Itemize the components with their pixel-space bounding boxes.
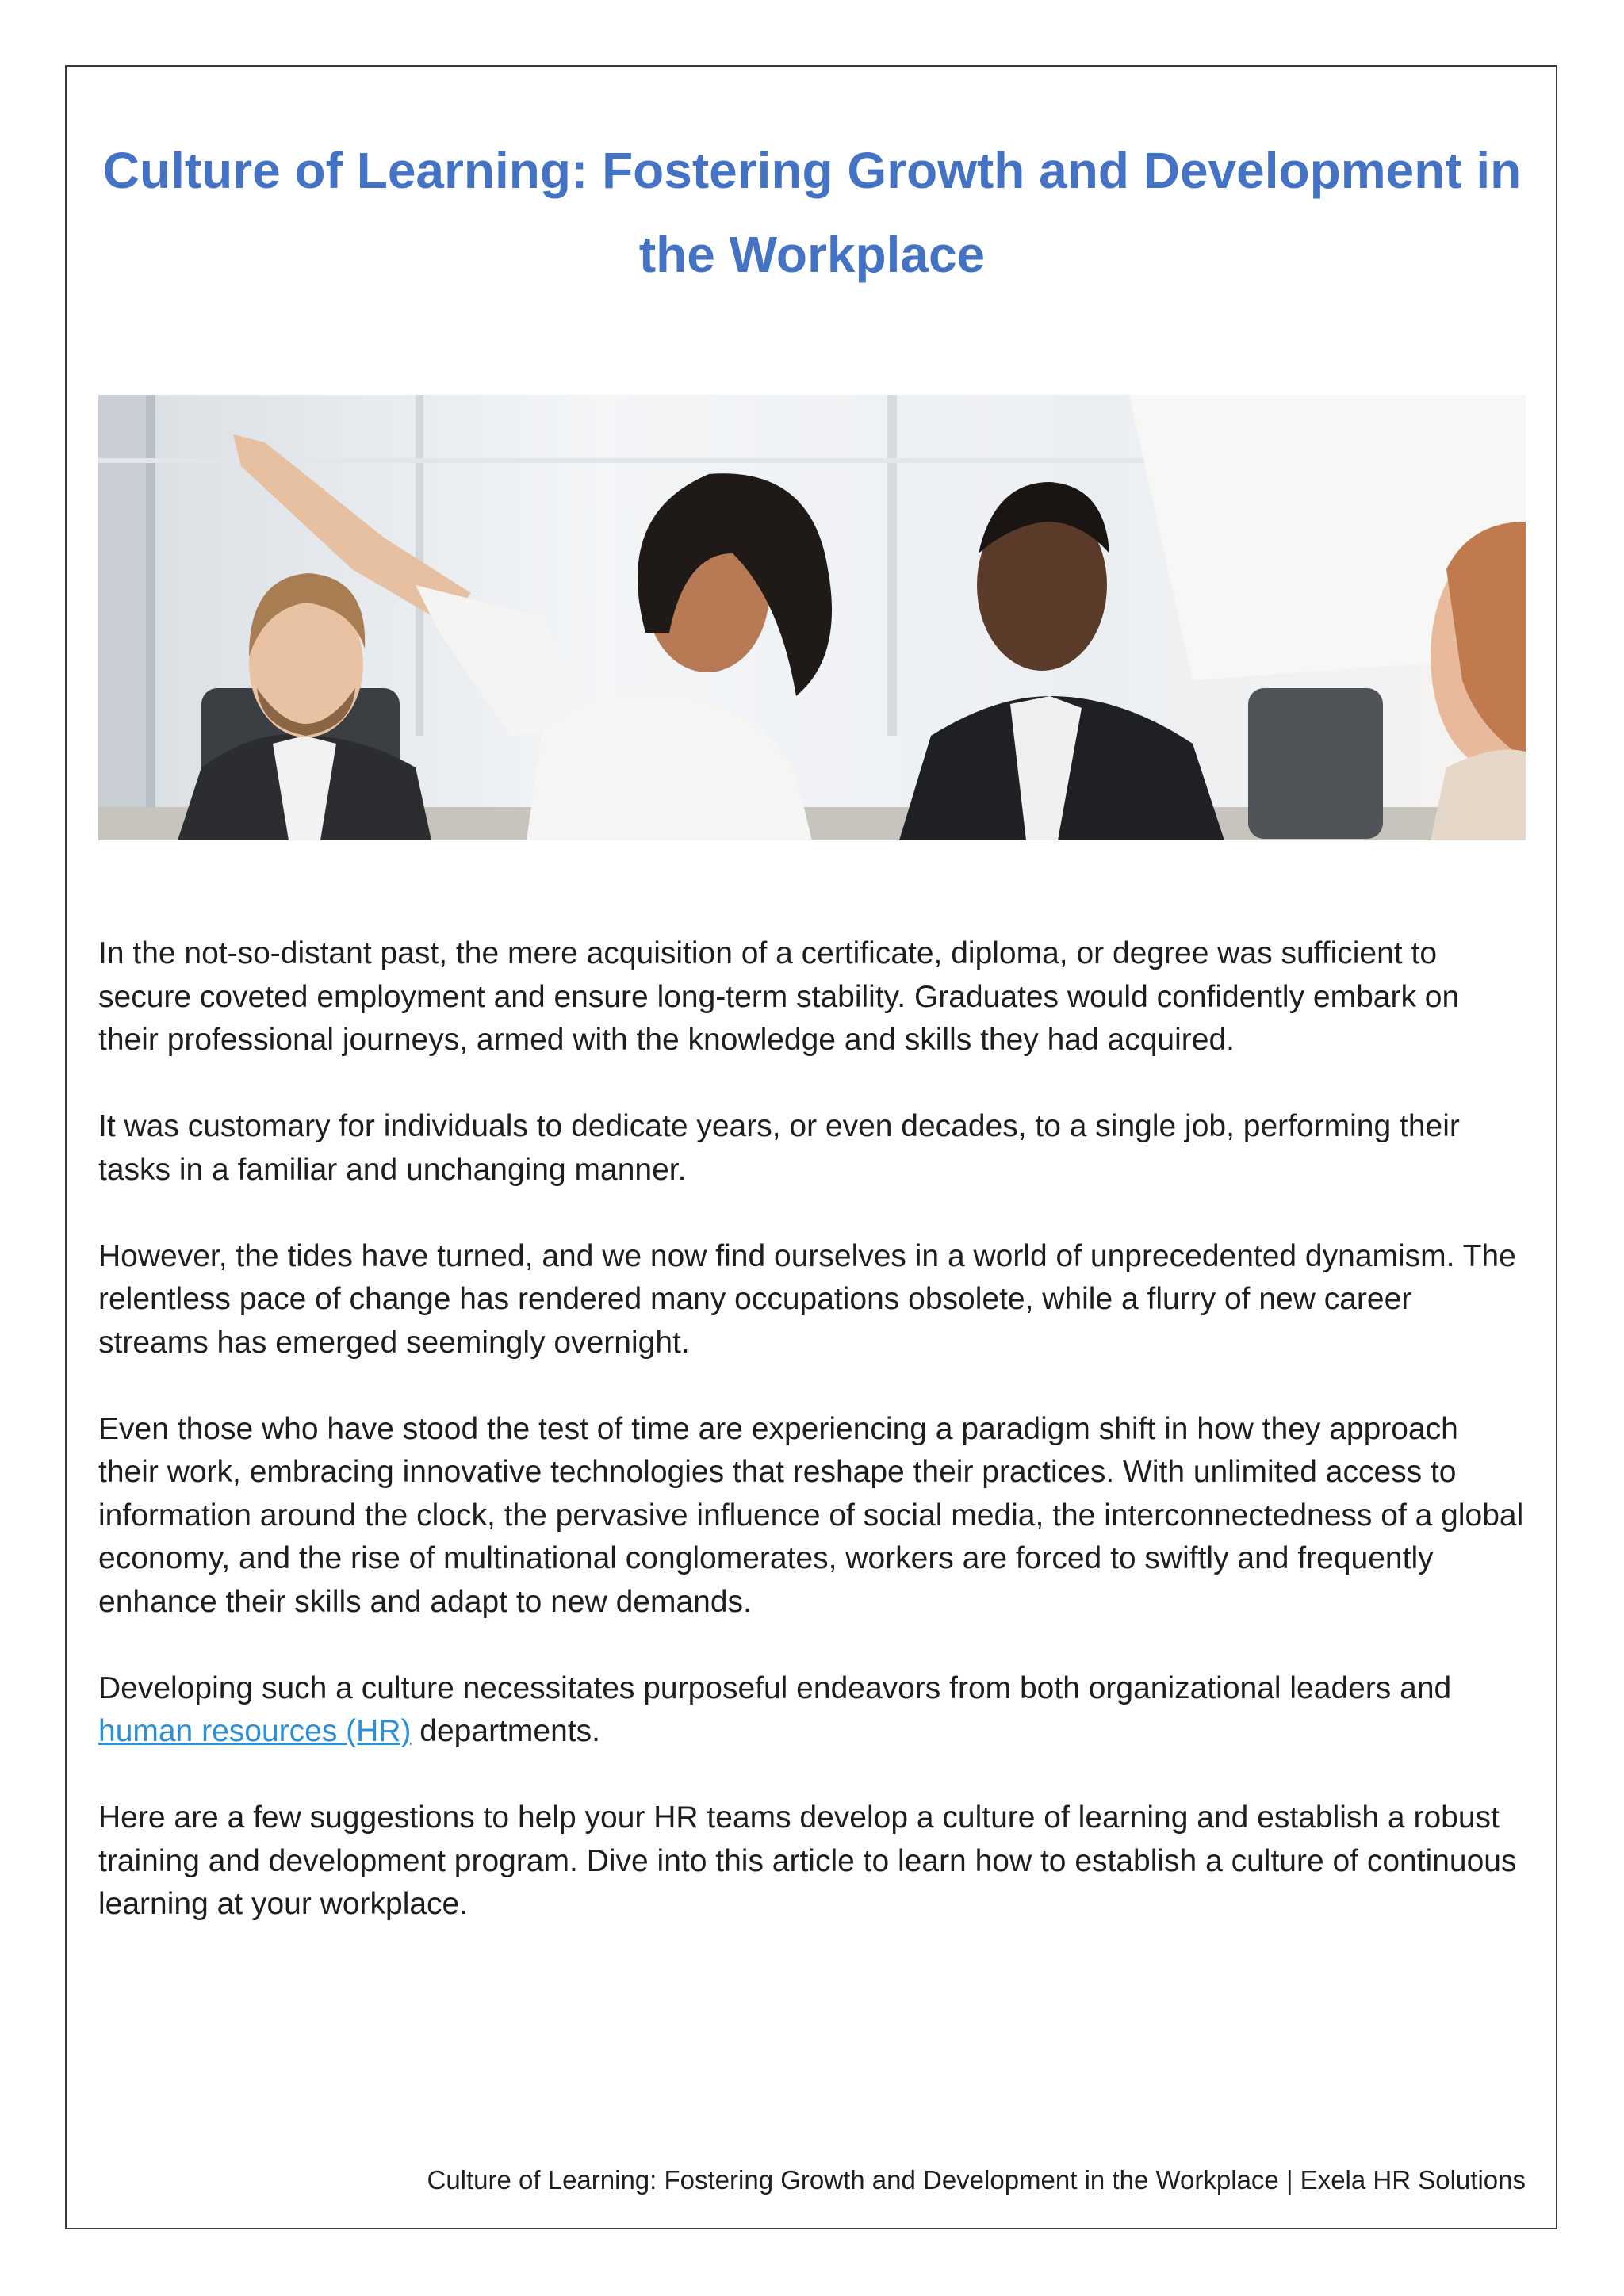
paragraph-tides: However, the tides have turned, and we now find ourselves in a world of unprecedented dynamism. The relentless pace of change has rendered many occupations obsolete, while a flurry of new career streams has emerged seemingly overnight.: [98, 1238, 1516, 1360]
article-body: [98, 932, 1526, 1969]
paragraph-hr-before: Developing such a culture necessitates purposeful endeavors from both organizational leaders and: [98, 1670, 1452, 1705]
paragraph-hr: [98, 1667, 1526, 1754]
paragraph-hr-after: departments.: [411, 1714, 600, 1748]
page-footer: Culture of Learning: Fostering Growth and Development in the Workplace | Exela HR Solutions: [427, 2165, 1526, 2195]
meeting-photo-icon: [98, 395, 1526, 840]
paragraph-paradigm-shift: Even those who have stood the test of time are experiencing a paradigm shift in how they approach their work, embracing innovative technologies that reshape their practices. With unlimited access to information around the clock, the pervasive influence of social media, the interconnectedness of a global economy, and the rise of multinational conglomerates, workers are forced to swiftly and frequently enhance their skills and adapt to new demands.: [98, 1411, 1524, 1619]
page-title: Culture of Learning: Fostering Growth and Development in the Workplace: [102, 142, 1522, 283]
hero-image: [98, 395, 1526, 840]
hr-link[interactable]: human resources (HR): [98, 1714, 412, 1748]
paragraph-customary: It was customary for individuals to dedicate years, or even decades, to a single job, performing their tasks in a familiar and unchanging manner.: [98, 1109, 1460, 1187]
paragraph-closing: Here are a few suggestions to help your HR teams develop a culture of learning and establish a robust training and development program. Dive into this article to learn how to establish a culture of continuous learning at your workplace.: [98, 1800, 1517, 1921]
paragraph-intro: In the not-so-distant past, the mere acquisition of a certificate, diploma, or degree was sufficient to secure coveted employment and ensure long-term stability. Graduates would confidently embark on their professional journeys, armed with the knowledge and skills they had acquired.: [98, 936, 1460, 1057]
